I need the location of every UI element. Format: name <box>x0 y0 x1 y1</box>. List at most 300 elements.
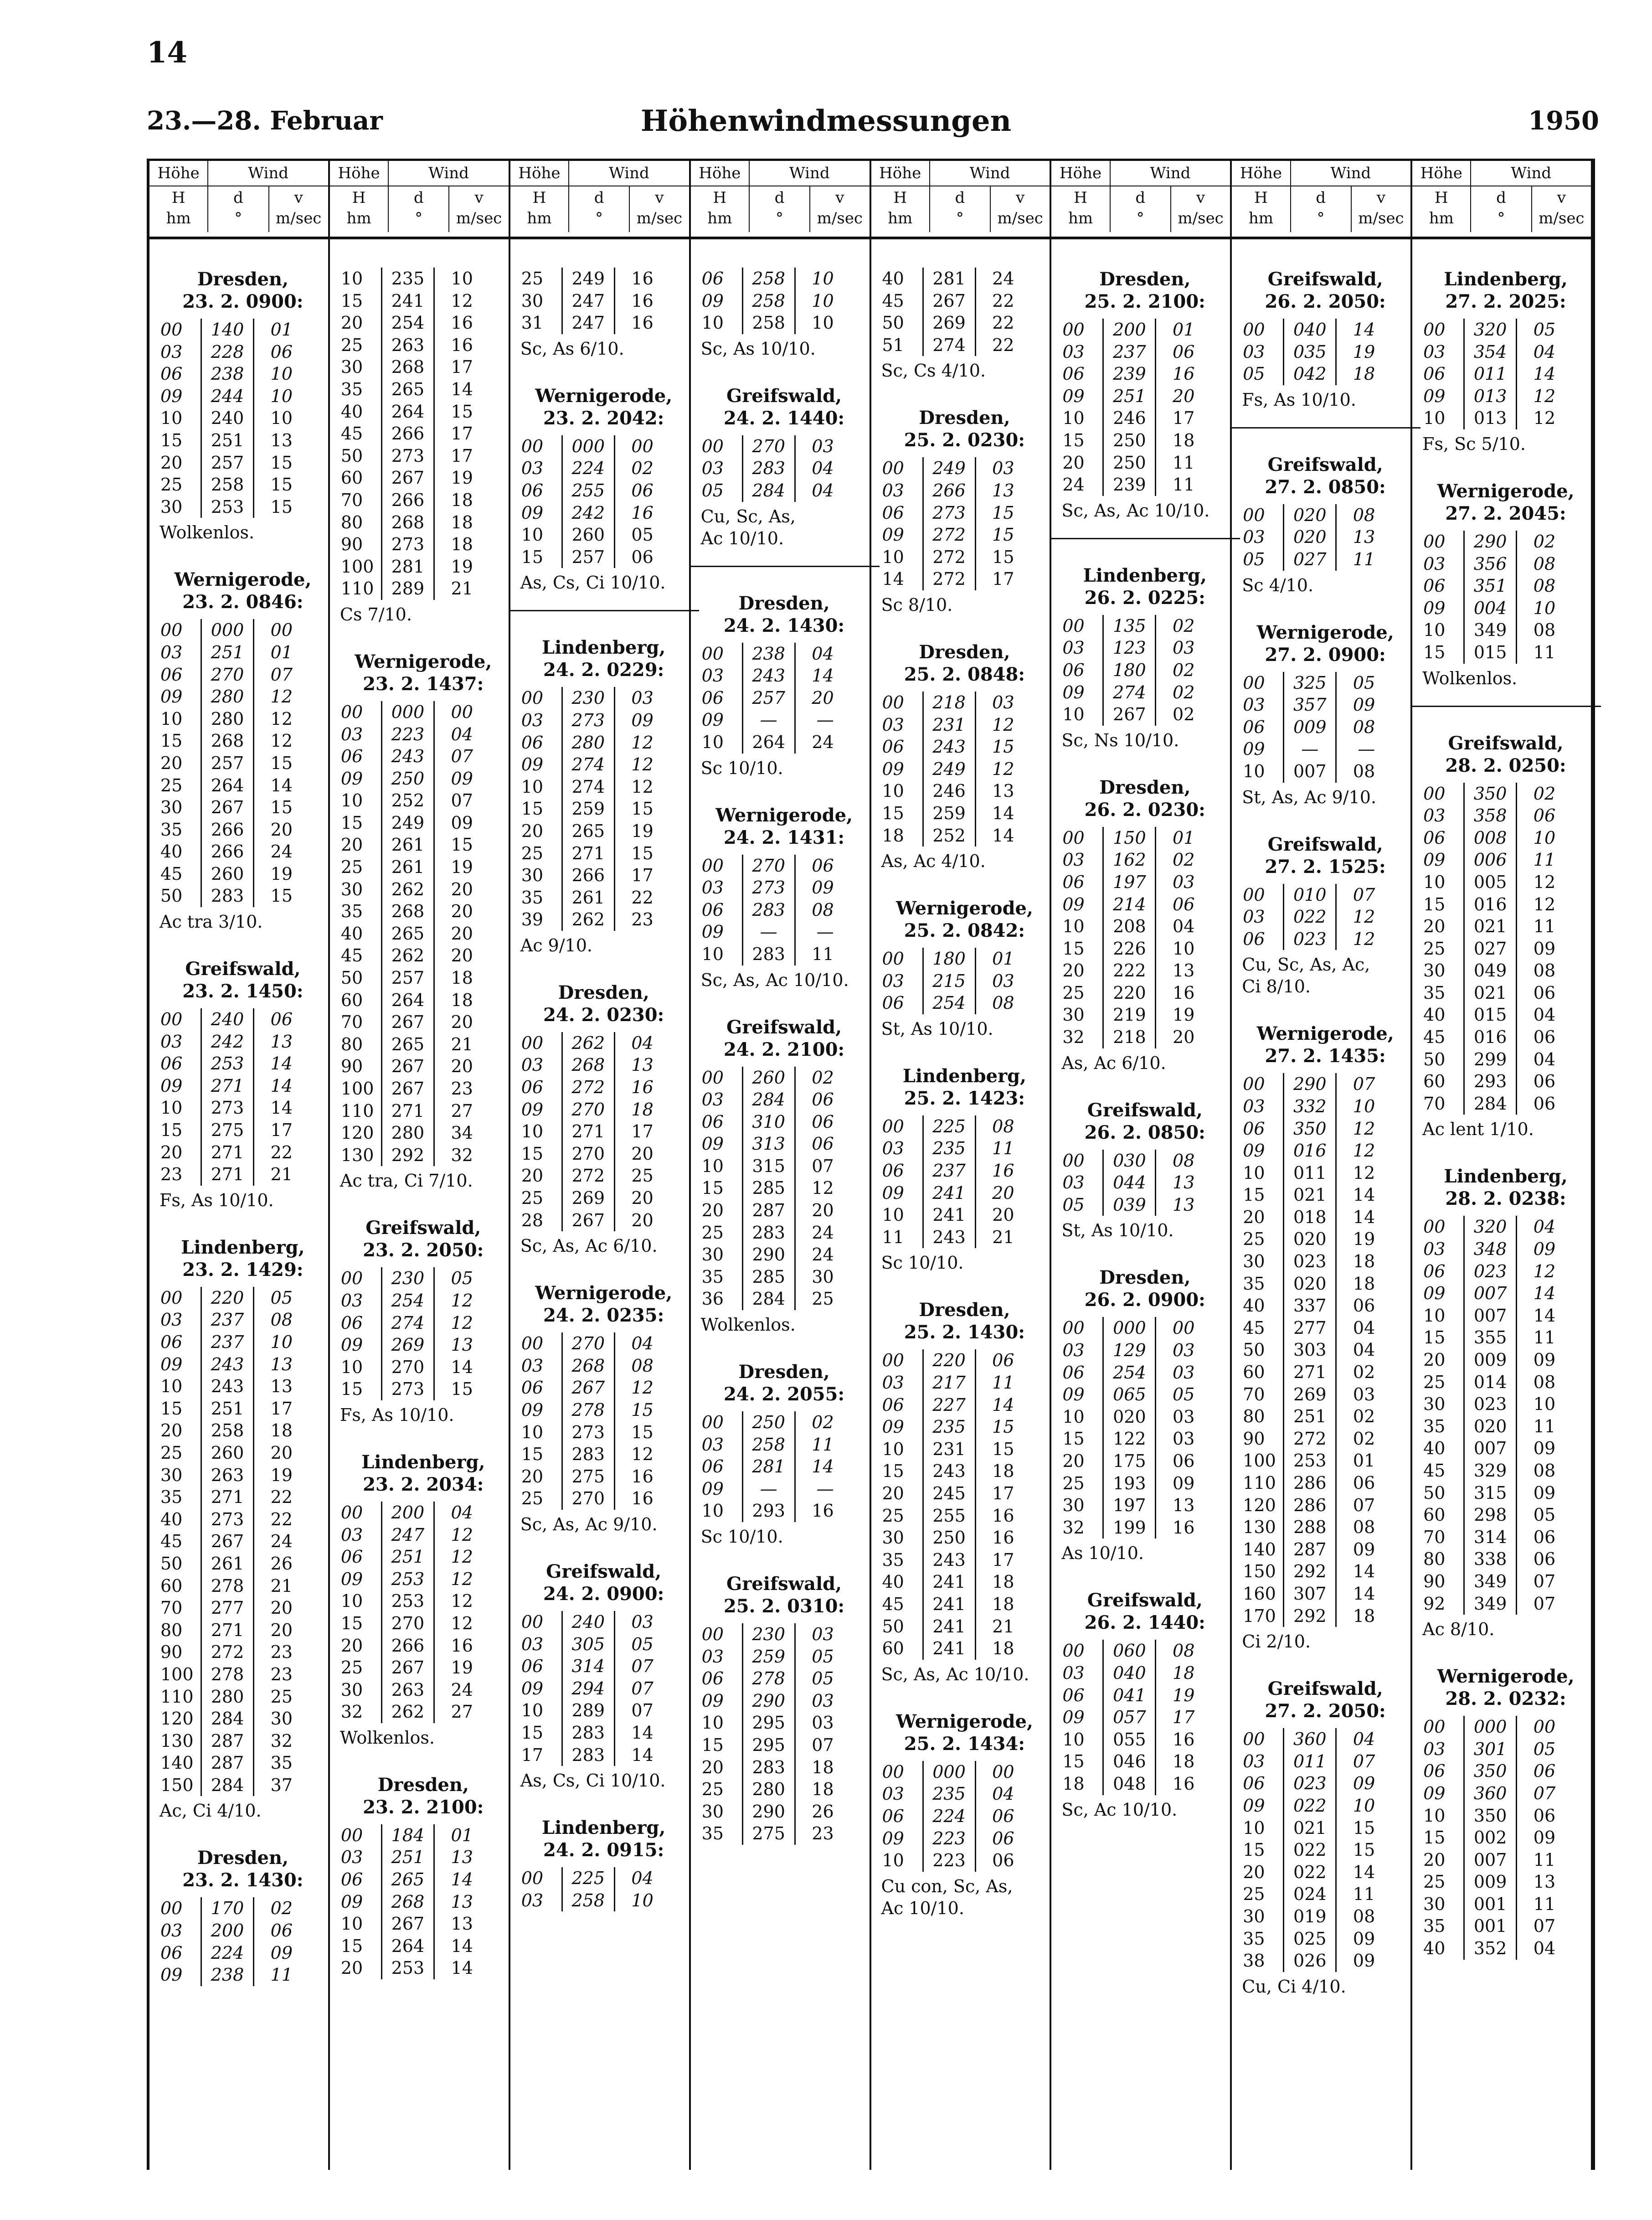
direction-value: 224 <box>561 457 615 480</box>
direction-value: 011 <box>1463 363 1517 385</box>
observation-time: 26. 2. 0900: <box>1084 1289 1205 1311</box>
height-value: 35 <box>1243 1928 1265 1949</box>
height-value: 45 <box>1423 1027 1446 1048</box>
speed-value: 04 <box>812 480 834 501</box>
sounding-block <box>340 1774 507 1979</box>
data-row <box>520 1655 687 1678</box>
height-value: 10 <box>1062 1729 1085 1750</box>
speed-value: 11 <box>1533 850 1556 870</box>
direction-value: 007 <box>1463 1305 1517 1327</box>
direction-value: 250 <box>742 1411 796 1434</box>
height-value: 09 <box>340 1569 363 1589</box>
data-row <box>160 429 326 452</box>
data-row <box>160 1752 326 1774</box>
speed-value: 06 <box>1353 1473 1375 1493</box>
speed-value: 03 <box>812 1713 834 1733</box>
sounding-block <box>1242 454 1409 596</box>
height-value: 80 <box>1423 1549 1446 1569</box>
speed-value: 09 <box>1353 1928 1375 1949</box>
station-name: Greifswald, <box>726 1016 842 1038</box>
cloud-note: Fs, As 10/10. <box>340 1404 454 1425</box>
height-value: 30 <box>882 1528 904 1548</box>
height-value: 00 <box>701 1412 724 1433</box>
height-value: 30 <box>160 496 183 517</box>
data-row <box>881 502 1048 524</box>
speed-value: 16 <box>992 1505 1014 1526</box>
data-row <box>881 825 1048 847</box>
direction-value: 243 <box>201 1375 254 1398</box>
height-value: 03 <box>160 1031 183 1052</box>
height-value: 10 <box>882 547 904 567</box>
speed-value: 09 <box>1533 1350 1556 1370</box>
height-value: 00 <box>521 436 544 456</box>
height-value: 20 <box>521 1166 544 1186</box>
speed-value: 13 <box>451 1847 473 1868</box>
speed-value: 16 <box>631 502 654 523</box>
speed-value: 02 <box>1173 615 1195 636</box>
height-value: 05 <box>1062 1194 1085 1215</box>
height-value: 11 <box>882 1227 904 1247</box>
height-value: 10 <box>160 1376 183 1397</box>
height-symbol: H <box>1051 186 1110 209</box>
height-value: 120 <box>1243 1495 1276 1515</box>
cloud-note: Sc 8/10. <box>881 594 953 615</box>
data-row <box>1242 906 1409 928</box>
wind-header: Wind <box>608 164 649 182</box>
data-row <box>1422 871 1589 893</box>
observation-time: 28. 2. 0250: <box>1445 754 1566 776</box>
height-value: 03 <box>340 1290 363 1311</box>
speed-value: 16 <box>631 1466 654 1487</box>
direction-value: 228 <box>201 341 254 363</box>
direction-value: 215 <box>922 970 976 992</box>
direction-value: 140 <box>201 319 254 341</box>
speed-value: 18 <box>451 490 473 510</box>
data-row <box>160 863 326 885</box>
speed-symbol: v <box>1557 189 1566 207</box>
direction-value: 310 <box>742 1111 796 1133</box>
direction-value: 266 <box>381 489 435 511</box>
speed-value: 17 <box>631 1121 654 1142</box>
data-row <box>1061 1194 1228 1216</box>
station-name: Greifswald, <box>1087 1590 1203 1611</box>
speed-value: 13 <box>992 781 1014 801</box>
cloud-note: Cs 7/10. <box>340 604 412 625</box>
column-header <box>1051 161 1230 239</box>
header-row-labels <box>691 161 870 186</box>
direction-value: 022 <box>1283 1839 1337 1861</box>
data-row <box>1422 1827 1589 1849</box>
speed-value: 20 <box>631 1210 654 1230</box>
direction-value: 280 <box>561 732 615 754</box>
direction-symbol: d <box>208 186 269 209</box>
direction-value: 247 <box>561 312 615 334</box>
height-value: 25 <box>1423 938 1446 959</box>
speed-value: 08 <box>1353 761 1375 781</box>
speed-value: 10 <box>270 364 293 384</box>
height-value: 15 <box>1423 1828 1446 1848</box>
speed-value: 13 <box>1173 1495 1195 1516</box>
speed-value: 24 <box>451 1679 473 1700</box>
data-row <box>160 819 326 841</box>
observation-time: 27. 2. 2045: <box>1445 502 1566 524</box>
height-value: 10 <box>701 732 724 752</box>
height-value: 09 <box>1423 386 1446 406</box>
direction-value: 222 <box>1102 960 1156 982</box>
height-value: 15 <box>1062 1429 1085 1449</box>
data-row <box>881 1783 1048 1805</box>
cloud-note: Ac tra, Ci 7/10. <box>340 1171 473 1191</box>
station-name: Dresden, <box>1099 268 1191 290</box>
direction-value: 237 <box>1102 341 1156 363</box>
data-row <box>1061 1026 1228 1048</box>
height-value: 15 <box>701 1735 724 1755</box>
height-value: 92 <box>1423 1593 1446 1614</box>
height-value: 00 <box>521 1611 544 1632</box>
data-row <box>520 1143 687 1165</box>
data-row <box>520 480 687 502</box>
height-value: 30 <box>1243 1251 1265 1272</box>
sounding-block <box>881 641 1048 872</box>
speed-value: 02 <box>1173 850 1195 870</box>
direction-value: 253 <box>381 1590 435 1612</box>
data-row <box>340 312 507 334</box>
cloud-note: Sc, As, Ac 10/10. <box>1061 500 1210 521</box>
data-row <box>1422 1415 1589 1438</box>
data-row <box>701 1067 868 1089</box>
speed-value: 16 <box>451 335 473 355</box>
data-row <box>1061 1428 1228 1450</box>
direction-value: 350 <box>1463 1760 1517 1782</box>
direction-value: 261 <box>381 856 435 878</box>
speed-value: 03 <box>812 1690 834 1711</box>
data-row <box>1242 1095 1409 1118</box>
height-value: 10 <box>521 1700 544 1721</box>
data-row <box>160 1031 326 1053</box>
direction-value: 338 <box>1463 1548 1517 1570</box>
direction-value: 020 <box>1283 1228 1337 1250</box>
direction-value: 270 <box>561 1099 615 1121</box>
data-row <box>520 457 687 480</box>
height-value: 45 <box>882 1594 904 1614</box>
speed-value: 09 <box>451 812 473 833</box>
speed-value: 16 <box>451 1635 473 1656</box>
data-row <box>1061 1729 1228 1751</box>
data-row <box>160 1897 326 1920</box>
data-row <box>340 1290 507 1312</box>
height-value: 15 <box>160 731 183 751</box>
cloud-note: Sc, As, Ac 10/10. <box>881 1664 1029 1684</box>
height-value: 130 <box>1243 1517 1276 1538</box>
table-column <box>510 161 691 2170</box>
data-row <box>701 1266 868 1288</box>
speed-value: 11 <box>812 1434 834 1455</box>
height-value: 10 <box>1062 1406 1085 1427</box>
data-row <box>160 1309 326 1331</box>
speed-value: 03 <box>812 436 834 456</box>
data-row <box>1422 915 1589 938</box>
height-value: 60 <box>160 1575 183 1596</box>
direction-value: 257 <box>561 546 615 568</box>
height-value: 40 <box>160 1509 183 1529</box>
direction-value: 272 <box>922 546 976 568</box>
data-row <box>520 1120 687 1143</box>
height-symbol: H <box>149 186 208 209</box>
height-header: Höhe <box>1051 161 1110 186</box>
speed-value: 10 <box>1353 1795 1375 1816</box>
direction-value: 262 <box>561 909 615 931</box>
speed-value: 05 <box>631 1634 654 1654</box>
direction-value: 303 <box>1283 1339 1337 1361</box>
data-row <box>881 568 1048 590</box>
direction-value: 287 <box>742 1199 796 1222</box>
cloud-note: Wolkenlos. <box>1422 668 1518 688</box>
height-header: Höhe <box>1232 161 1291 186</box>
cloud-note: As, Cs, Ci 10/10. <box>520 1771 666 1791</box>
speed-value: 16 <box>631 313 654 333</box>
direction-value: 250 <box>381 768 435 790</box>
cloud-note: Sc, Cs 4/10. <box>881 361 986 381</box>
speed-value: 03 <box>631 1611 654 1632</box>
speed-value: 12 <box>631 732 654 753</box>
direction-symbol: d <box>930 186 991 209</box>
direction-value: 262 <box>381 945 435 967</box>
speed-value: 07 <box>1533 1571 1556 1591</box>
direction-value: 015 <box>1463 641 1517 664</box>
direction-value: 273 <box>742 877 796 899</box>
data-row <box>520 754 687 776</box>
speed-value: 14 <box>1353 1207 1375 1227</box>
speed-value: 16 <box>451 313 473 333</box>
speed-value: 19 <box>1173 1005 1195 1025</box>
data-row <box>340 1824 507 1847</box>
data-row <box>1061 1339 1228 1362</box>
direction-value: 243 <box>381 745 435 768</box>
height-value: 06 <box>160 664 183 685</box>
height-value: 15 <box>1062 1751 1085 1772</box>
direction-value: 287 <box>1283 1539 1337 1561</box>
height-value: 30 <box>340 879 363 899</box>
direction-value: — <box>742 709 796 731</box>
data-row <box>881 1505 1048 1527</box>
direction-value: 123 <box>1102 637 1156 659</box>
direction-value: 250 <box>922 1527 976 1549</box>
observation-time: 27. 2. 0900: <box>1265 644 1386 666</box>
height-value: 60 <box>1243 1362 1265 1383</box>
speed-value: 11 <box>1353 1884 1375 1905</box>
speed-value: 17 <box>451 445 473 466</box>
speed-value: 17 <box>451 357 473 377</box>
direction-value: 265 <box>381 1033 435 1056</box>
direction-value: 027 <box>1463 938 1517 960</box>
header-row-symbols <box>149 186 328 209</box>
height-value: 09 <box>1243 1795 1265 1816</box>
speed-value: 15 <box>270 452 293 473</box>
speed-value: 18 <box>992 1572 1014 1592</box>
height-value: 70 <box>340 1012 363 1033</box>
direction-value: 289 <box>381 578 435 600</box>
data-row <box>160 452 326 474</box>
direction-value: 241 <box>922 1182 976 1204</box>
speed-value: 18 <box>270 1420 293 1441</box>
height-value: 09 <box>701 922 724 942</box>
station-name: Dresden, <box>197 268 289 290</box>
height-value: 00 <box>701 436 724 456</box>
direction-value: 267 <box>201 1530 254 1553</box>
direction-value: 238 <box>201 363 254 385</box>
height-value: 25 <box>340 335 363 355</box>
direction-value: 266 <box>201 841 254 863</box>
station-name: Greifswald, <box>1267 833 1383 855</box>
speed-value: 04 <box>451 1502 473 1523</box>
direction-value: 253 <box>201 1053 254 1075</box>
speed-value: 03 <box>1173 872 1195 892</box>
height-value: 06 <box>1062 364 1085 384</box>
height-value: 06 <box>340 746 363 767</box>
height-value: 03 <box>1062 1662 1085 1683</box>
height-value: 00 <box>340 1825 363 1845</box>
height-value: 00 <box>701 643 724 664</box>
direction-value: 226 <box>1102 938 1156 960</box>
direction-value: 219 <box>1102 1004 1156 1026</box>
column-body <box>691 239 870 1845</box>
height-value: 06 <box>1062 660 1085 680</box>
height-value: 45 <box>160 863 183 884</box>
direction-value: 283 <box>561 1744 615 1766</box>
data-row <box>881 758 1048 780</box>
speed-value: 16 <box>631 1488 654 1509</box>
direction-value: 265 <box>381 1869 435 1891</box>
height-value: 50 <box>160 1553 183 1574</box>
speed-value: 18 <box>451 534 473 555</box>
direction-value: 270 <box>742 855 796 877</box>
direction-value: 002 <box>1463 1827 1517 1849</box>
header-row-symbols <box>1412 186 1591 209</box>
data-row <box>520 1890 687 1912</box>
data-row <box>881 1549 1048 1571</box>
direction-value: 230 <box>742 1623 796 1646</box>
direction-value: 268 <box>381 1891 435 1913</box>
speed-value: 02 <box>1353 1362 1375 1383</box>
station-name: Wernigerode, <box>895 898 1033 919</box>
data-row <box>160 1398 326 1420</box>
direction-value: 014 <box>1463 1371 1517 1394</box>
direction-value: 292 <box>1283 1560 1337 1583</box>
data-row <box>520 1399 687 1421</box>
data-row <box>160 1420 326 1442</box>
data-row <box>1242 1339 1409 1361</box>
direction-value: 010 <box>1283 884 1337 906</box>
speed-value: 11 <box>1533 1327 1556 1348</box>
speed-value: 12 <box>1533 1261 1556 1281</box>
header-row-units <box>1412 209 1591 232</box>
speed-value: 15 <box>270 886 293 906</box>
sounding-block <box>160 958 326 1211</box>
height-value: 25 <box>521 1488 544 1509</box>
height-value: 09 <box>160 386 183 406</box>
data-row <box>160 1141 326 1164</box>
speed-unit: m/sec <box>817 209 863 227</box>
data-row <box>160 752 326 774</box>
direction-value: — <box>742 1478 796 1500</box>
speed-value: 13 <box>451 1914 473 1934</box>
height-value: 15 <box>160 1120 183 1141</box>
direction-value: 251 <box>381 1546 435 1568</box>
speed-value: 13 <box>1533 1872 1556 1892</box>
station-name: Greifswald, <box>1267 1678 1383 1700</box>
height-value: 09 <box>1062 682 1085 702</box>
direction-value: 011 <box>1283 1162 1337 1184</box>
height-value: 110 <box>160 1686 194 1707</box>
height-value: 06 <box>882 1806 904 1826</box>
speed-value: 00 <box>992 1761 1014 1782</box>
cloud-note: Sc, As, Ac 10/10. <box>700 970 849 990</box>
height-value: 24 <box>1062 475 1085 495</box>
direction-value: 283 <box>742 457 796 480</box>
data-row <box>701 1623 868 1646</box>
height-value: 00 <box>1423 320 1446 340</box>
height-value: 06 <box>340 1547 363 1567</box>
speed-value: 12 <box>631 754 654 775</box>
direction-value: 253 <box>381 1568 435 1590</box>
height-value: 30 <box>1243 1906 1265 1926</box>
direction-value: 231 <box>922 714 976 736</box>
direction-value: 246 <box>922 780 976 802</box>
height-value: 09 <box>701 710 724 730</box>
height-value: 45 <box>340 945 363 966</box>
speed-value: 10 <box>270 408 293 429</box>
height-value: 30 <box>1062 1495 1085 1516</box>
speed-value: 16 <box>812 1501 834 1521</box>
direction-value: 252 <box>922 825 976 847</box>
data-row <box>520 1867 687 1890</box>
direction-value: 249 <box>561 268 615 290</box>
station-name: Wernigerode, <box>535 385 673 407</box>
station-name: Wernigerode, <box>355 651 492 672</box>
speed-value: 12 <box>1353 1141 1375 1161</box>
height-value: 70 <box>1423 1527 1446 1547</box>
data-row <box>340 401 507 423</box>
data-row <box>1422 1093 1589 1115</box>
height-value: 10 <box>1062 704 1085 725</box>
speed-unit: m/sec <box>276 209 322 227</box>
direction-value: 265 <box>381 378 435 401</box>
speed-value: 21 <box>270 1575 293 1596</box>
sounding-block <box>1422 268 1589 455</box>
height-value: 25 <box>1423 1372 1446 1392</box>
speed-value: 20 <box>270 819 293 840</box>
height-value: 10 <box>1062 916 1085 937</box>
height-value: 03 <box>340 724 363 744</box>
data-row <box>701 665 868 687</box>
direction-value: 273 <box>201 1508 254 1531</box>
header-row-labels <box>1232 161 1410 186</box>
height-value: 40 <box>1423 1438 1446 1459</box>
data-row <box>520 1466 687 1488</box>
direction-value: 272 <box>922 568 976 590</box>
data-row <box>1422 1393 1589 1415</box>
direction-value: 269 <box>1283 1384 1337 1406</box>
height-value: 06 <box>1423 1261 1446 1281</box>
direction-value: 350 <box>1283 1118 1337 1140</box>
speed-value: 09 <box>1533 1482 1556 1503</box>
speed-value: 04 <box>1353 1729 1375 1750</box>
speed-value: 30 <box>812 1266 834 1287</box>
direction-value: 264 <box>381 1935 435 1957</box>
data-row <box>1242 1428 1409 1450</box>
direction-value: 225 <box>561 1867 615 1890</box>
direction-value: 239 <box>1102 474 1156 496</box>
